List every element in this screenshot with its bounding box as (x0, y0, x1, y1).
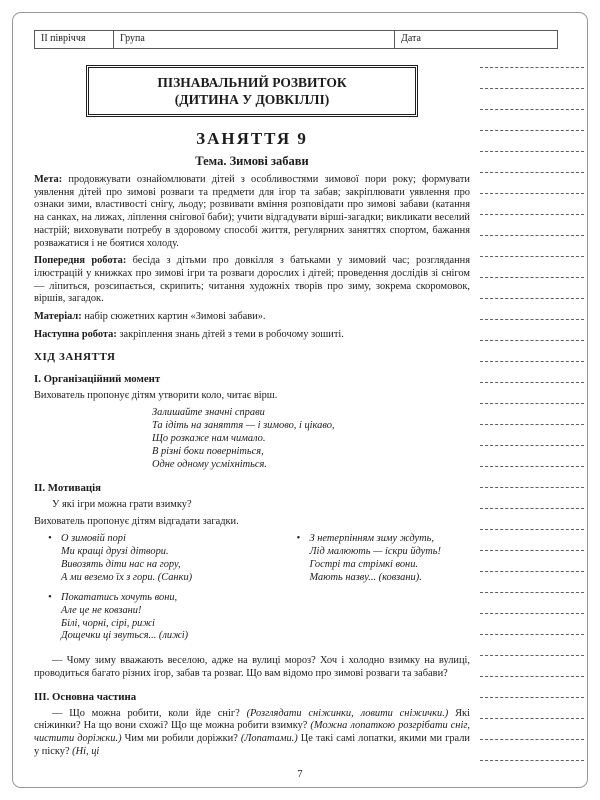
prelim-paragraph (34, 255, 470, 306)
riddle-line: А ми веземо їх з гори. (Санки) (61, 571, 193, 583)
riddle-line: Але це не ковзани! (61, 604, 142, 616)
note-line (480, 424, 584, 425)
section3-heading: ІІІ. Основна частина (34, 690, 137, 703)
riddle-stanza (48, 533, 283, 585)
riddle-line: Ми кращі друзі дітвори. (61, 545, 169, 557)
material-paragraph (34, 311, 470, 324)
poem-line: Одне одному усміхніться. (152, 458, 267, 470)
section1-heading: І. Організаційний момент (34, 373, 161, 386)
note-line (480, 403, 584, 404)
riddle-lines (61, 533, 192, 585)
riddle-line: Гострі та стрімкі вони. (309, 558, 418, 570)
prelim-label: Попередня робота: (34, 255, 127, 267)
meta-paragraph (34, 174, 470, 250)
note-line (480, 445, 584, 446)
note-line (480, 529, 584, 530)
note-line (480, 256, 584, 257)
riddle-line: Білі, чорні, сірі, рижі (61, 617, 155, 629)
text-segment: — Що можна робити, коли йде сніг? (52, 707, 247, 719)
note-line (480, 319, 584, 320)
note-line (480, 739, 584, 740)
note-line (480, 277, 584, 278)
note-line (480, 760, 584, 761)
motivation-question: У які ігри можна грати взимку? (52, 498, 192, 510)
note-line (480, 298, 584, 299)
note-line (480, 550, 584, 551)
discussion-paragraph: — Чому зиму вважають веселою, адже на вулиці мороз? Хоч і холодно взимку на вулиці, проводиться багато різних ігор, забав та розваг. Що вам відомо про зимові розваги та забави? (34, 655, 470, 680)
next-work-label: Наступна робота: (34, 328, 117, 340)
section2-intro: Вихователь пропонує дітям відгадати загадки. (34, 516, 239, 528)
group-cell (114, 30, 395, 49)
note-line (480, 592, 584, 593)
semester-cell (34, 30, 114, 49)
note-line (480, 340, 584, 341)
riddles-block (34, 533, 470, 650)
bullet-icon: • (296, 533, 301, 545)
riddle-line: Лід малюють — іскри йдуть! (309, 545, 441, 557)
riddles-right-column (283, 533, 470, 650)
meta-label: Мета: (34, 174, 63, 185)
date-label: Дата (401, 33, 421, 44)
riddle-line: О зимовій порі (61, 533, 126, 545)
section3-paragraph (34, 708, 470, 759)
answer-segment: (Розглядати сніжинки, ловити сніжички.) (246, 707, 449, 719)
chapter-title-line1: ПІЗНАВАЛЬНИЙ РОЗВИТОК (157, 75, 347, 90)
answer-segment: (Можна лопаткою розгрібати сніг, чистити доріжки.) (34, 720, 470, 745)
page-number: 7 (297, 769, 303, 780)
note-line (480, 466, 584, 467)
bullet-icon: • (48, 591, 52, 603)
poem-line: Залишайте значні справи (152, 407, 265, 419)
note-line (480, 361, 584, 362)
note-line (480, 613, 584, 614)
note-line (480, 382, 584, 383)
answer-segment: (Ні, ці (72, 745, 100, 757)
section1-intro: Вихователь пропонує дітям утворити коло, читає вірш. (34, 390, 278, 402)
main-content (34, 60, 470, 759)
note-line (480, 172, 584, 173)
note-line (480, 676, 584, 677)
group-label: Група (120, 33, 145, 44)
note-line (480, 508, 584, 509)
lesson-topic: Тема. Зимові забави (195, 154, 309, 168)
poem (152, 407, 470, 472)
next-work-paragraph (34, 329, 470, 342)
note-line (480, 571, 584, 572)
note-line (480, 487, 584, 488)
poem-line: Та ідіть на заняття — і зимово, і цікаво, (152, 420, 335, 432)
material-text: набір сюжетних картин «Зимові забави». (84, 311, 266, 323)
riddle-line: З нетерпінням зиму ждуть, (309, 533, 434, 545)
notes-column (480, 67, 584, 767)
prelim-text: бесіда з дітьми про довкілля з батьками у зимовий час; розглядання ілюстрацій у книжках про зимові ігри та розваги дорослих і дітей; проведення дослідів зі снігом — ліпиться, розсипається, скрипить; читання художніх творів про зиму, зокрема скоромовок, віршів, загадок. (34, 255, 470, 305)
riddles-left-column (34, 533, 283, 650)
note-line (480, 235, 584, 236)
course-heading: ХІД ЗАНЯТТЯ (34, 351, 116, 364)
meta-text: продовжувати ознайомлювати дітей з особливостями зимової пори року; формувати уявлення дітей про зимові розваги та предмети для ігор та забав; закріплювати уявлення про ознаки зими, властивості снігу, льоду; розвивати вміння розповідати про зимові забави (катання на санках, на лижах, ліплення снігової баби); учити відгадувати вірші-загадки; викликати веселий настрій; виховувати потребу в здоровому способі життя, регулярних заняттях спортом, бажання розважатися і не боятися холоду. (34, 174, 470, 249)
poem-line: Що розкаже нам чимало. (152, 432, 266, 444)
bullet-icon: • (48, 533, 52, 545)
lesson-heading: ЗАНЯТТЯ 9 (196, 129, 308, 148)
text-segment: Які сніжинки? На що вони схожі? Що ще можна робити взимку? (34, 707, 470, 732)
note-line (480, 634, 584, 635)
poem-line: В різні боки поверніться, (152, 445, 264, 457)
note-line (480, 67, 584, 68)
next-work-text: закріплення знань дітей з теми в робочому зошиті. (119, 328, 344, 340)
text-segment: Чим ми робили доріжки? (121, 733, 241, 745)
riddle-lines (310, 533, 441, 585)
note-line (480, 214, 584, 215)
section2-heading: ІІ. Мотивація (34, 481, 101, 494)
material-label: Матеріал: (34, 311, 82, 323)
note-line (480, 193, 584, 194)
note-line (480, 718, 584, 719)
chapter-title-line2: (ДИТИНА У ДОВКІЛЛІ) (174, 92, 330, 107)
riddle-stanza (297, 533, 470, 585)
semester-label: ІІ півріччя (41, 33, 86, 44)
note-line (480, 151, 584, 152)
date-cell (395, 30, 558, 49)
note-line (480, 655, 584, 656)
chapter-title-box (86, 65, 418, 117)
note-line (480, 109, 584, 110)
riddle-lines (61, 592, 188, 644)
text-segment: Це такі самі лопатки, якими ми грали у піску? (34, 733, 470, 757)
note-line (480, 130, 584, 131)
riddle-line: Покататись хочуть вони, (61, 591, 178, 603)
riddle-line: Вивозять діти нас на гору, (61, 558, 181, 570)
header-table (34, 30, 558, 49)
riddle-stanza (48, 592, 283, 644)
note-line (480, 88, 584, 89)
riddle-line: Мають назву... (ковзани). (309, 571, 422, 583)
note-line (480, 697, 584, 698)
answer-segment: (Лопатами.) (240, 733, 298, 745)
riddle-line: Дощечки ці звуться... (лижі) (61, 630, 189, 642)
